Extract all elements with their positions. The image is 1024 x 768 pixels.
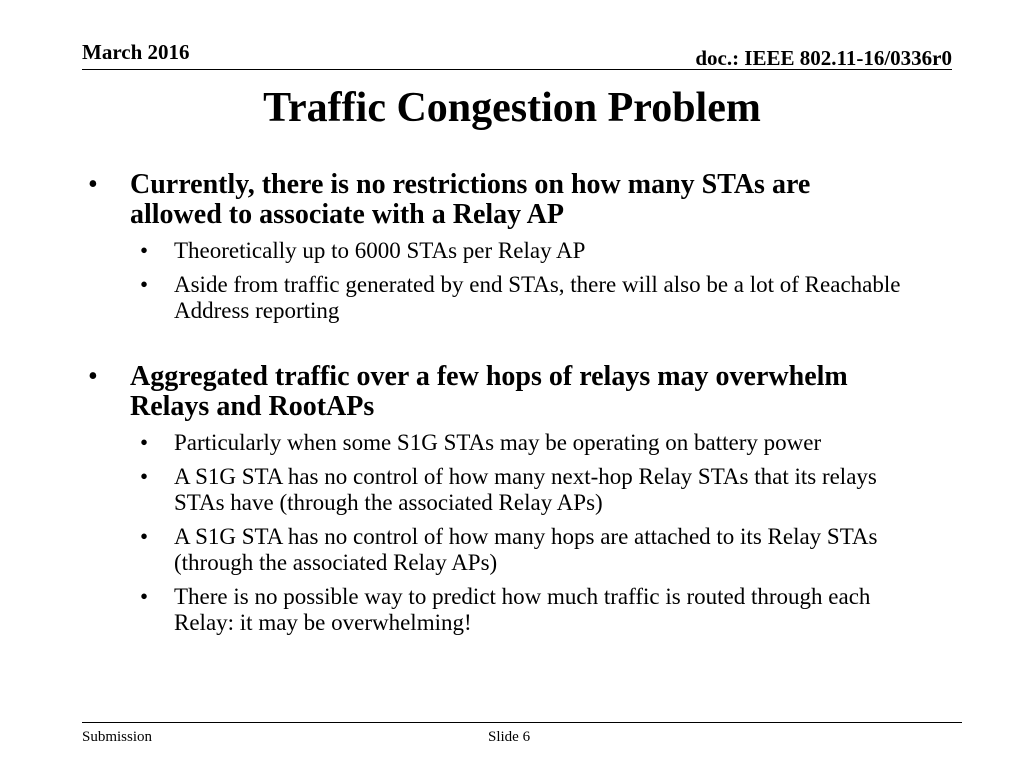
bullet-item [84, 362, 904, 422]
bullet-text: Aggregated traffic over a few hops of relays may overwhelm Relays and RootAPs [130, 361, 848, 422]
footer-slide-number: Slide 6 [488, 729, 531, 745]
header-doc-id: doc.: IEEE 802.11-16/0336r0 [695, 46, 952, 70]
sub-bullet-item [84, 430, 904, 456]
bullet-glyph: • [140, 524, 149, 549]
slide-content [84, 170, 904, 636]
sub-bullet-text: Particularly when some S1G STAs may be operating on battery power [174, 430, 822, 455]
sub-bullet-text: Aside from traffic generated by end STAs, there will also be a lot of Reachable Address reporting [174, 272, 901, 323]
sub-bullet-item [84, 464, 904, 516]
header-date: March 2016 [82, 40, 190, 64]
bullet-item [84, 170, 904, 230]
bullet-glyph: • [140, 430, 149, 455]
bullet-glyph: • [140, 464, 149, 489]
sub-bullet-text: A S1G STA has no control of how many hops are attached to its Relay STAs (through the associated Relay APs) [174, 524, 878, 575]
sub-bullet-text: A S1G STA has no control of how many next-hop Relay STAs that its relays STAs have (through the associated Relay APs) [174, 464, 877, 515]
sub-bullet-item [84, 584, 904, 636]
bullet-glyph: • [140, 584, 149, 609]
footer-divider [82, 722, 962, 723]
sub-bullet-text: There is no possible way to predict how much traffic is routed through each Relay: it may be overwhelming! [174, 584, 871, 635]
header-divider [82, 69, 952, 70]
spacer [84, 324, 904, 362]
sub-bullet-item [84, 238, 904, 264]
sub-bullet-text: Theoretically up to 6000 STAs per Relay AP [174, 238, 586, 263]
bullet-glyph: • [88, 361, 98, 392]
bullet-glyph: • [140, 238, 149, 263]
bullet-group-1 [84, 170, 904, 324]
slide-title: Traffic Congestion Problem [263, 85, 761, 131]
bullet-group-2 [84, 362, 904, 636]
footer-submission: Submission [82, 729, 153, 745]
sub-bullet-item [84, 272, 904, 324]
bullet-glyph: • [88, 169, 98, 200]
sub-bullet-item [84, 524, 904, 576]
bullet-glyph: • [140, 272, 149, 297]
bullet-text: Currently, there is no restrictions on how many STAs are allowed to associate with a Relay AP [130, 169, 811, 230]
